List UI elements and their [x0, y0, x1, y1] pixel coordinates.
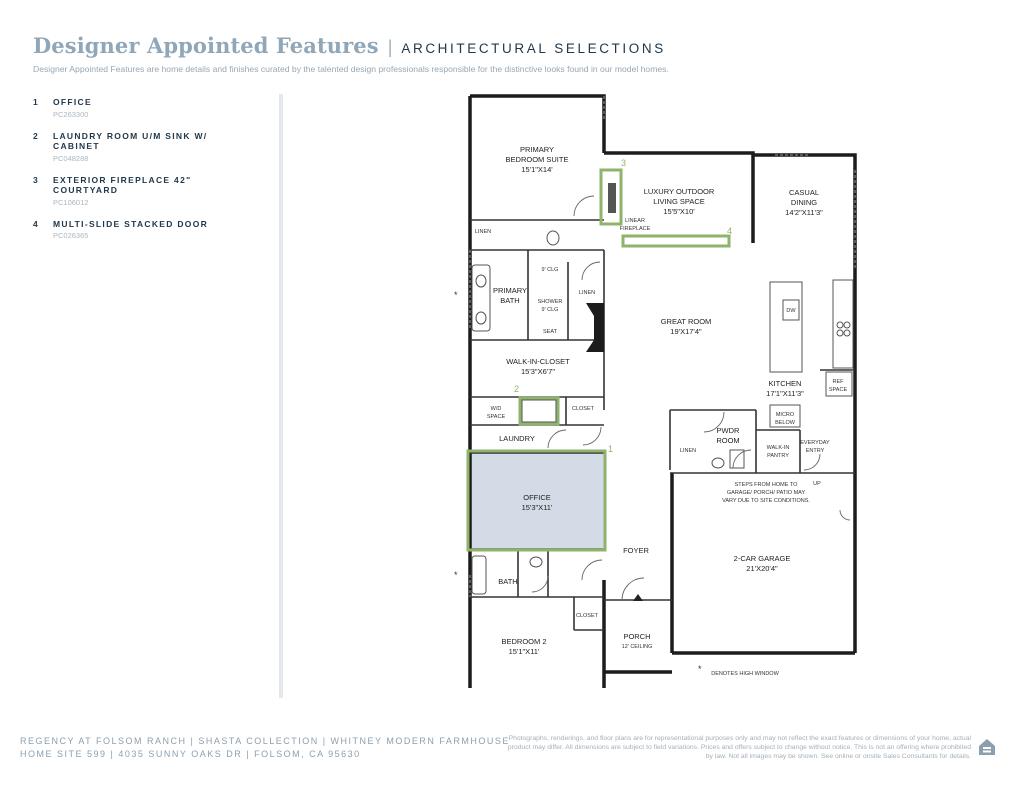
closet-label: CLOSET — [571, 406, 595, 412]
room-name: BATH — [498, 577, 518, 586]
shower-label: SHOWER — [537, 299, 563, 305]
section-title: ARCHITECTURAL SELECTIONS — [401, 41, 666, 56]
linen-label: LINEN — [679, 448, 697, 454]
linen-label: LINEN — [474, 229, 492, 235]
feature-item — [33, 175, 243, 207]
footer-homesite: HOME SITE 599 | 4035 SUNNY OAKS DR | FOLSOM, CA 95630 — [20, 749, 361, 759]
ref-label: SPACE — [828, 387, 848, 393]
callout-4: 4 — [727, 226, 733, 236]
seat-label: SEAT — [543, 329, 557, 335]
feature-list — [33, 97, 273, 252]
feature-number: 2 — [33, 130, 38, 141]
porch-note: 12' CEILING — [621, 644, 653, 650]
footer-community: REGENCY AT FOLSOM RANCH | SHASTA COLLECTION | WHITNEY MODERN FARMHOUSE — [20, 736, 510, 746]
feature-label: LAUNDRY ROOM U/M SINK W/ CABINET — [53, 130, 208, 151]
room-dims: 15'5"X10' — [663, 207, 695, 216]
fireplace — [586, 303, 604, 352]
entry-label: ENTRY — [805, 448, 825, 454]
feature-label: OFFICE — [53, 97, 92, 107]
room-dims: 21'X20'4" — [746, 564, 778, 573]
linen-label: LINEN — [578, 290, 596, 296]
page-title: Designer Appointed Features — [33, 33, 379, 58]
room-name: FOYER — [623, 546, 649, 555]
room-name: LUXURY OUTDOOR — [643, 187, 715, 196]
room-name: PORCH — [623, 632, 651, 641]
equal-housing-logo-icon — [977, 737, 997, 757]
wd-label: SPACE — [486, 414, 506, 420]
pantry-label: PANTRY — [767, 453, 789, 459]
room-name: LIVING SPACE — [653, 197, 705, 206]
title-separator: | — [387, 37, 393, 57]
ref-label: REF — [832, 379, 844, 385]
room-name: LAUNDRY — [499, 434, 535, 443]
steps-note: VARY DUE TO SITE CONDITIONS. — [722, 498, 810, 504]
closet-label: CLOSET — [575, 613, 599, 619]
room-dims: 19'X17'4" — [670, 327, 702, 336]
feature-label: EXTERIOR FIREPLACE 42" COURTYARD — [53, 174, 192, 195]
room-dims: 15'1"X14' — [521, 165, 553, 174]
feature-code: PC026365 — [53, 231, 89, 240]
ceiling-label: 9' CLG — [541, 267, 559, 273]
page-subtitle: Designer Appointed Features are home details and finishes curated by the talented design professionals responsible for the distinctive looks found in our model homes. — [33, 64, 669, 74]
up-label: UP — [813, 481, 821, 487]
entry-label: EVERYDAY — [800, 440, 830, 446]
room-dims: 15'3"X6'7" — [520, 367, 556, 376]
kitchen-fixtures — [770, 280, 853, 427]
fireplace-label: LINEAR — [625, 218, 645, 224]
micro-label: MICRO — [775, 412, 795, 418]
pantry-label: WALK-IN — [766, 445, 790, 451]
callout-1: 1 — [608, 444, 614, 454]
room-dims: 14'2"X11'3" — [785, 208, 823, 217]
room-name: BEDROOM SUITE — [505, 155, 569, 164]
room-name: PRIMARY — [492, 286, 528, 295]
footer-disclaimer: Photographs, renderings, and floor plans are for representational purposes only and may not reflect the exact features or dimensions of your home, actual product may differ. All dimensions are subject to field variations. Prices and offers subject to change without notice. This is not an offering where prohibited by law. Not all images may be shown. See online or onsite Sales Consultants for details. — [507, 735, 971, 760]
linear-fireplace — [608, 183, 616, 213]
room-name: 2-CAR GARAGE — [733, 554, 791, 563]
footer-address — [20, 735, 510, 761]
room-name: PRIMARY — [519, 145, 555, 154]
room-dims: 15'3"X11' — [521, 503, 553, 512]
room-name: GREAT ROOM — [660, 317, 712, 326]
header — [33, 33, 666, 58]
laundry-sink-highlight — [520, 398, 558, 424]
feature-item — [33, 219, 273, 241]
wd-label: W/D — [490, 406, 502, 412]
room-name: KITCHEN — [768, 379, 802, 388]
room-name: WALK-IN-CLOSET — [506, 357, 570, 366]
room-dims: 15'1"X11' — [508, 647, 540, 656]
callout-3: 3 — [621, 158, 627, 168]
room-name: ROOM — [716, 436, 740, 445]
feature-number: 3 — [33, 174, 38, 185]
feature-item — [33, 131, 233, 163]
room-name: BEDROOM 2 — [501, 637, 547, 646]
callout-2: 2 — [514, 384, 520, 394]
column-divider — [279, 94, 283, 698]
room-name: CASUAL — [788, 188, 820, 197]
shower-label: 9' CLG — [541, 307, 559, 313]
feature-code: PC048288 — [53, 153, 89, 163]
stacked-door-highlight — [623, 236, 729, 246]
feature-code: PC263300 — [53, 109, 89, 119]
high-window-note: DENOTES HIGH WINDOW — [711, 671, 779, 677]
room-name: PWDR — [716, 426, 740, 435]
feature-number: 4 — [33, 218, 38, 229]
micro-label: BELOW — [775, 420, 795, 426]
high-window-marker: * — [454, 290, 458, 300]
room-name: DINING — [790, 198, 818, 207]
room-name: BATH — [500, 296, 520, 305]
feature-code: PC106012 — [53, 197, 89, 207]
feature-label: MULTI-SLIDE STACKED DOOR — [53, 218, 209, 229]
high-window-marker: * — [698, 664, 702, 674]
small-labels — [475, 218, 848, 677]
room-name: OFFICE — [523, 493, 551, 502]
floor-plan — [440, 88, 880, 688]
steps-note: GARAGE/ PORCH/ PATIO MAY — [726, 490, 806, 496]
room-dims: 17'1"X11'3" — [766, 389, 804, 398]
fireplace-label: FIREPLACE — [619, 226, 651, 232]
feature-number: 1 — [33, 97, 38, 107]
feature-item — [33, 97, 273, 119]
dishwasher-label: DW — [786, 308, 796, 314]
steps-note: STEPS FROM HOME TO — [734, 482, 798, 488]
high-window-marker: * — [454, 570, 458, 580]
entry-arrow — [633, 594, 643, 601]
